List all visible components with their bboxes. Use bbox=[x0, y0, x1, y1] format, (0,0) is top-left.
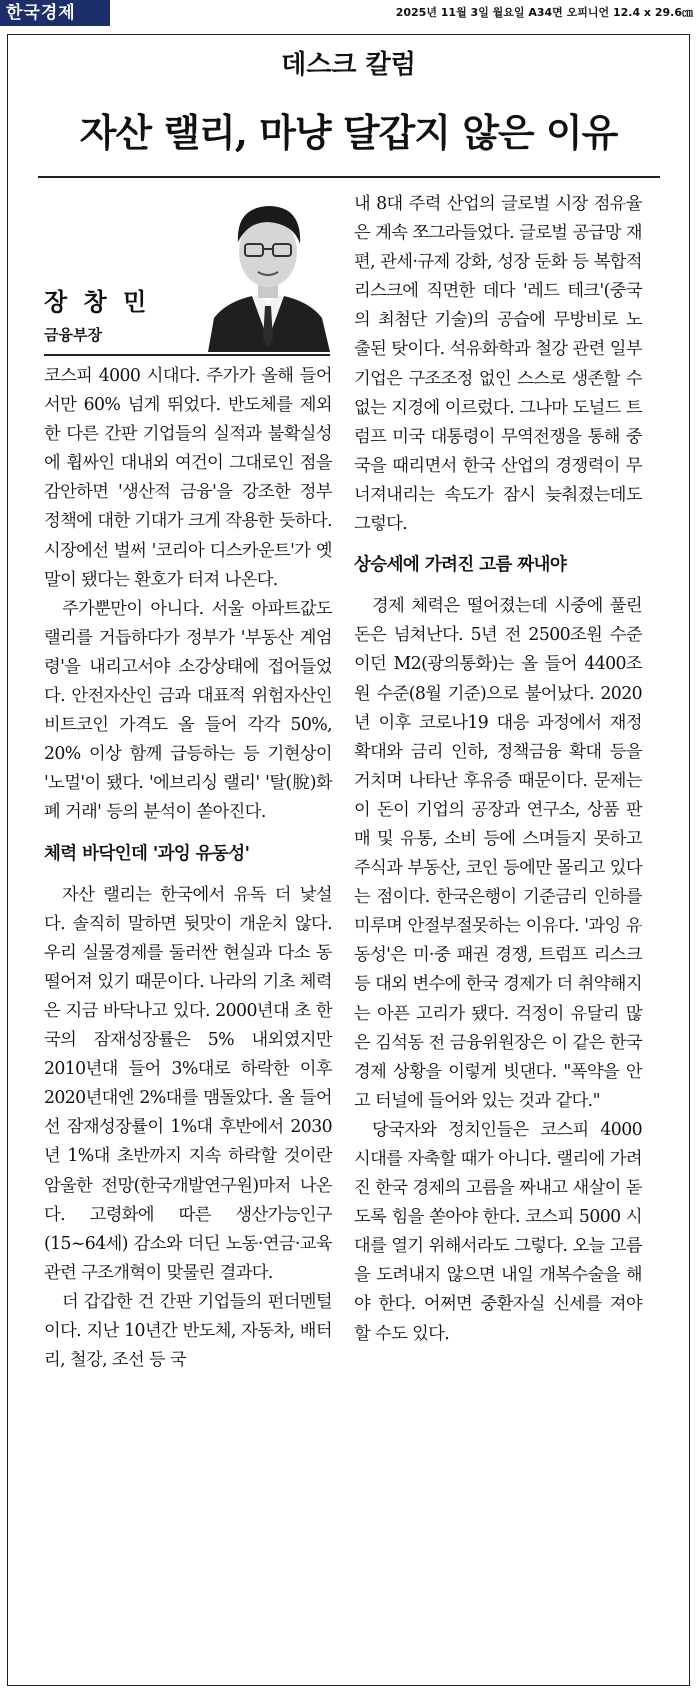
author-portrait-icon bbox=[204, 190, 332, 352]
body-paragraph: 경제 체력은 떨어졌는데 시중에 풀린 돈은 넘쳐난다. 5년 전 2500조원 수준이던 M2(광의통화)는 올 들어 4400조원 수준(8월 기준)으로 불어났다. 2020년 이후 코로나19 대응 과정에서 재정 확대와 금리 인하, 정책금융 확대 등을 거치며 나타난 후유증 때문이다. 문제는 이 돈이 기업의 공장과 연구소, 상품 판매 및 유통, 소비 등에 스며들지 못하고 주식과 부동산, 코인 등에만 몰리고 있다는 점이다. 한국은행이 기준금리 인하를 미루며 안절부절못하는 이유다. '과잉 유동성'은 미·중 패권 경쟁, 트럼프 리스크 등 대외 변수에 한국 경제가 더 취약해지는 아픈 고리가 됐다. 걱정이 유달리 많은 김석동 전 금융위원장은 이 같은 한국 경제 상황을 이렇게 빗댄다. "폭약을 안고 터널에 들어와 있는 것과 같다." bbox=[354, 596, 642, 1111]
article-column-left bbox=[44, 362, 332, 1375]
edition-info: 2025년 11월 3일 월요일 A34면 오피니언 12.4 x 29.6㎝ bbox=[395, 6, 693, 19]
body-paragraph: 당국자와 정치인들은 코스피 4000 시대를 자축할 때가 아니다. 랠리에 가려진 한국 경제의 고름을 짜내고 새살이 돋도록 힘을 쏟아야 한다. 코스피 5000 시대를 열기 위해서라도 그렇다. 오늘 고름을 도려내지 않으면 내일 개복수술을 해야 한다. 어쩌면 중환자실 신세를 져야 할 수도 있다. bbox=[354, 1119, 642, 1344]
body-paragraph: 더 갑갑한 건 간판 기업들의 펀더멘털이다. 지난 10년간 반도체, 자동차, 배터리, 철강, 조선 등 국 bbox=[44, 1291, 332, 1371]
headline: 자산 랠리, 마냥 달갑지 않은 이유 bbox=[79, 110, 618, 155]
body-paragraph: 주가뿐만이 아니다. 서울 아파트값도 랠리를 거듭하다가 정부가 '부동산 계엄령'을 내리고서야 소강상태에 접어들었다. 안전자산인 금과 대표적 위험자산인 비트코인 가격도 올 들어 각각 50%, 20% 이상 함께 급등하는 등 기현상이 '노멀'이 됐다. '에브리싱 랠리' '탈(脫)화폐 거래' 등의 분석이 쏟아진다. bbox=[44, 598, 332, 823]
body-paragraph: 자산 랠리는 한국에서 유독 더 낯설다. 솔직히 말하면 뒷맛이 개운치 않다. 우리 실물경제를 둘러싼 현실과 다소 동떨어져 있기 때문이다. 나라의 기초 체력은 지금 바닥나고 있다. 2000년대 초 한국의 잠재성장률은 5% 내외였지만 2010년대 들어 3%대로 하락한 이후 2020년대엔 2%대를 맴돌았다. 올 들어선 잠재성장률이 1%대 후반에서 2030년 1%대 초반까지 지속 하락할 것이란 암울한 전망(한국개발연구원)마저 나온다. 고령화에 따른 생산가능인구(15~64세) 감소와 더딘 노동·연금·교육 관련 구조개혁이 맞물린 결과다. bbox=[44, 884, 332, 1283]
headline-divider bbox=[38, 176, 660, 178]
author-role: 금융부장 bbox=[44, 326, 102, 344]
body-paragraph: 코스피 4000 시대다. 주가가 올해 들어서만 60% 넘게 뛰었다. 반도체를 제외한 다른 간판 기업들의 실적과 불확실성에 휩싸인 대내외 여건이 그대로인 점을 감안하면 '생산적 금융'을 강조한 정부 정책에 대한 기대가 크게 작용한 듯하다. 시장에선 벌써 '코리아 디스카운트'가 옛말이 됐다는 환호가 터져 나온다. bbox=[44, 366, 332, 590]
byline-divider bbox=[44, 354, 330, 356]
section-title: 데스크 칼럼 bbox=[281, 50, 416, 80]
subheading: 체력 바닥인데 '과잉 유동성' bbox=[44, 843, 250, 864]
author-name: 장 창 민 bbox=[44, 288, 151, 316]
paper-logo: 한국경제 bbox=[0, 0, 110, 26]
subheading: 상승세에 가려진 고름 짜내야 bbox=[354, 555, 567, 576]
author-byline bbox=[44, 190, 330, 354]
article-column-right bbox=[354, 190, 642, 1349]
masthead bbox=[0, 0, 697, 26]
body-paragraph: 내 8대 주력 산업의 글로벌 시장 점유율은 계속 쪼그라들었다. 글로벌 공급망 재편, 관세·규제 강화, 성장 둔화 등 복합적 리스크에 직면한 데다 '레드 테크'(중국의 최첨단 기술)의 공습에 무방비로 노출된 탓이다. 석유화학과 철강 관련 일부 기업은 구조조정 없인 스스로 생존할 수 없는 지경에 이르렀다. 그나마 도널드 트럼프 미국 대통령이 무역전쟁을 통해 중국을 때리면서 한국 산업의 경쟁력이 무너져내리는 속도가 잠시 늦춰졌는데도 그렇다. bbox=[354, 194, 642, 535]
